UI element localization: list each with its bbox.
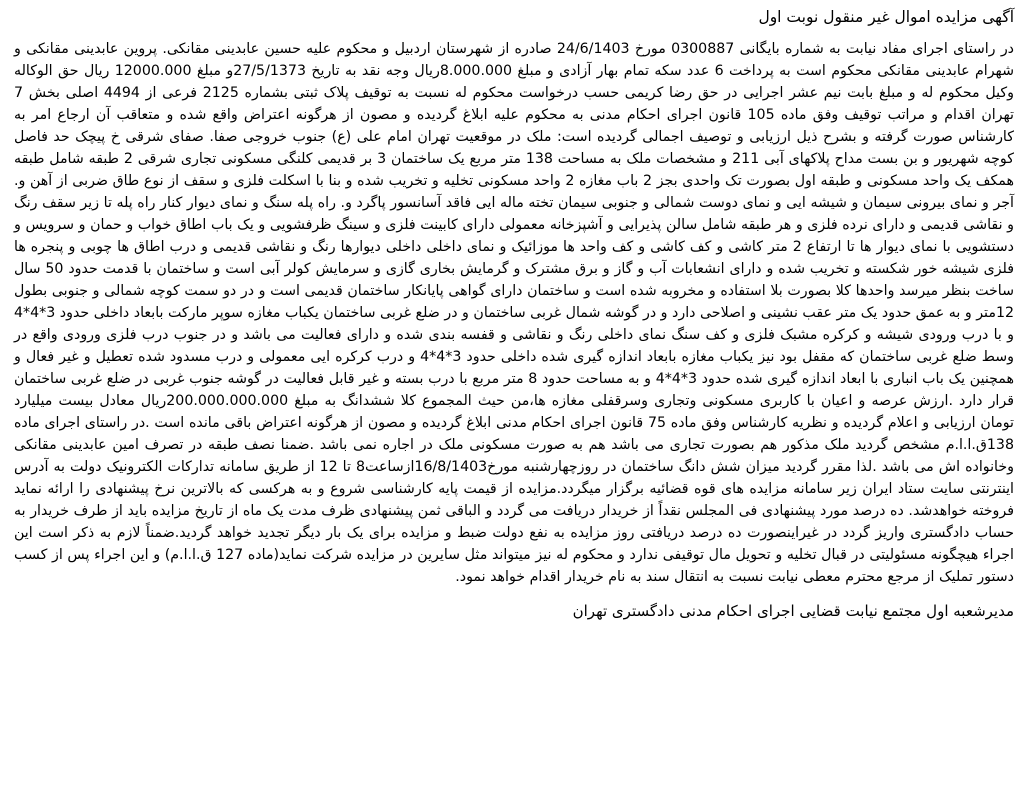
notice-signature: مدیرشعبه اول مجتمع نیابت قضایی اجرای احکام مدنی دادگستری تهران xyxy=(572,602,1014,620)
notice-body: در راستای اجرای مفاد نیابت به شماره بایگانی 0300887 مورخ 24/6/1403 صادره از شهرستان اردبیل و محکوم علیه حسین عابدینی مقانکی. پروین عابدینی مقانکی و شهرام عابدینی مقانکی محکوم است به پرداخت 6 عدد سکه تمام بهار آزادی و مبلغ 8.000.000ریال وجه نقد به تاریخ 27/5/1373و مبلغ 12000.000 ریال حق الوکاله وکیل محکوم له و مبلغ بابت نیم عشر اجرایی در حق رضا کریمی حسب درخواست محکوم له نسبت به توقیف پلاک ثبتی بشماره 2125 فرعی از 4494 اصلی بخش 7 تهران اقدام و مراتب توقیف وفق ماده 105 قانون اجرای احکام مدنی به محکوم علیه ابلاغ گردیده و مصون از هرگونه اعتراض واقع شده و متعاقب آن ارجاع امر به کارشناس صورت گرفته و بشرح ذیل ارزیابی و توصیف اجمالی گردیده است: ملک در موقعیت تهران امام علی (ع) جنوب خروجی صفا. صفای شرقی خ پیچک حد فاصل کوچه شهریور و بن بست مداح پلاکهای آبی 211 و مشخصات ملک به مساحت 138 متر مربع یک ساختمان 3 بر قدیمی کلنگی مسکونی تجاری شرقی 2 طبقه شامل طبقه همکف یک واحد مسکونی و طبقه اول بصورت تک واحدی بجز 2 باب مغازه 2 واحد مسکونی تخلیه و تخریب شده و بنا با اسکلت فلزی و سقف از نوع طاق ضربی از آهن و. آجر و نمای بیرونی سیمان و شیشه ایی و نمای دوست شمالی و جنوبی سیمان تخته ماله ایی فاقد آسانسور پاگرد و. راه پله سنگ و نمای دیوار کنار راه پله تا زیر سقف رنگ و نقاشی قدیمی و دارای نرده فلزی و هر طبقه شامل سالن پذیرایی و آشپزخانه معمولی دارای کابینت فلزی و سینگ ظرفشویی و یک باب اطاق خواب و حمان و سرویس و دستشویی با نمای دیوار ها تا ارتفاع 2 متر کاشی و کف کاشی و کف واحد ها موزائیک و نمای داخلی داخلی دیوارها رنگ و نقاشی قدیمی و درب اطاق ها چوبی و پنجره ها فلزی شیشه خور شکسته و تخریب شده و دارای انشعابات آب و گاز و برق مشترک و گرمایش بخاری گازی و سرمایش کولر آبی است و ساختمان با قدمت حدود 50 سال ساخت بنظر میرسد واحدها کلا بصورت بلا استفاده و مخروبه شده است و ساختمان دارای گواهی پایانکار ساختمان قدیمی است و در دو سمت کوچه شمالی و جنوبی بطول 12متر و به عمق حدود یک متر عقب نشینی و اصلاحی دارد و در گوشه شمال غربی ساختمان و در ضلع غربی ساختمان یکباب مغازه سوپر مارکت بابعاد داخلی حدود 3*4*4 و با درب ورودی شیشه و کرکره مشبک فلزی و کف سنگ نمای داخلی رنگ و نقاشی و قفسه بندی شده و دارای فعالیت می باشد و در جنوب درب فلزی ورودی واقع در وسط ضلع غربی ساختمان که مقفل بود نیز یکباب مغازه بابعاد اندازه گیری شده داخلی حدود 3*4*4 و درب کرکره ایی معمولی و درب مسدود شده تعطیل و غیر فعال و همچنین یک باب انباری با ابعاد اندازه گیری شده حدود 3*4*4 و به مساحت حدود 8 متر مربع با درب بسته و غیر قابل فعالیت در گوشه جنوب غربی در ضلع غربی ساختمان قرار دارد .ارزش عرصه و اعیان با کاربری مسکونی وتجاری وسرقفلی مغازه ها،من حیث المجموع کلا ششدانگ به مبلغ 200.000.000.000ریال معادل بیست میلیارد تومان ارزیابی و اعلام گردیده و نظریه کارشناس وفق ماده 75 قانون اجرای احکام مدنی ابلاغ گردیده و مصون از هرگونه اعتراض باقی مانده است .در راستای اجرای ماده 138ق.ا.ا.م مشخص گردید ملک مذکور هم بصورت تجاری می باشد هم به صورت مسکونی ملک در اجاره نمی باشد .ضمنا نصف طبقه در تصرف امین عابدینی مقانکی وخانواده اش می باشد .لذا مقرر گردید میزان شش دانگ ساختمان در روزچهارشنبه مورخ16/8/1403ازساعت8 تا 12 از طریق سامانه تدارکات الکترونیک دولت به آدرس اینترنتی سایت ستاد ایران زیر سامانه مزایده های قوه قضائیه برگزار میگردد.مزایده از قیمت پایه کارشناسی شروع و به هرکسی که بالاترین نرخ پیشنهادی را ارائه نماید فروخته خواهدشد. ده درصد مورد پیشنهادی فی المجلس نقداً از خریدار دریافت می گردد و الباقی ثمن پیشنهادی ظرف مدت یک ماه از تاریخ مزایده باید از طرف خریدار به حساب دادگستری واریز گردد در غیراینصورت ده درصد دریافتی روز مزایده به نفع دولت ضبط و مزایده برای یک بار دیگر تجدید خواهد گردید.ضمناً لازم به ذکر است این اجراء هیچگونه مسئولیتی در قبال تخلیه و تحویل مال توقیفی ندارد و محکوم له نیز میتواند مثل سایرین در مزایده شرکت نماید(ماده 127 ق.ا.ا.م) و این اجراء پس از کسب دستور تملیک از مرجع محترم معطی نیابت نسبت به انتقال سند به نام خریدار اقدام خواهد نمود. xyxy=(14,41,1015,585)
notice-title: آگهی مزایده اموال غیر منقول نوبت اول xyxy=(758,8,1014,26)
auction-notice xyxy=(14,6,1014,781)
